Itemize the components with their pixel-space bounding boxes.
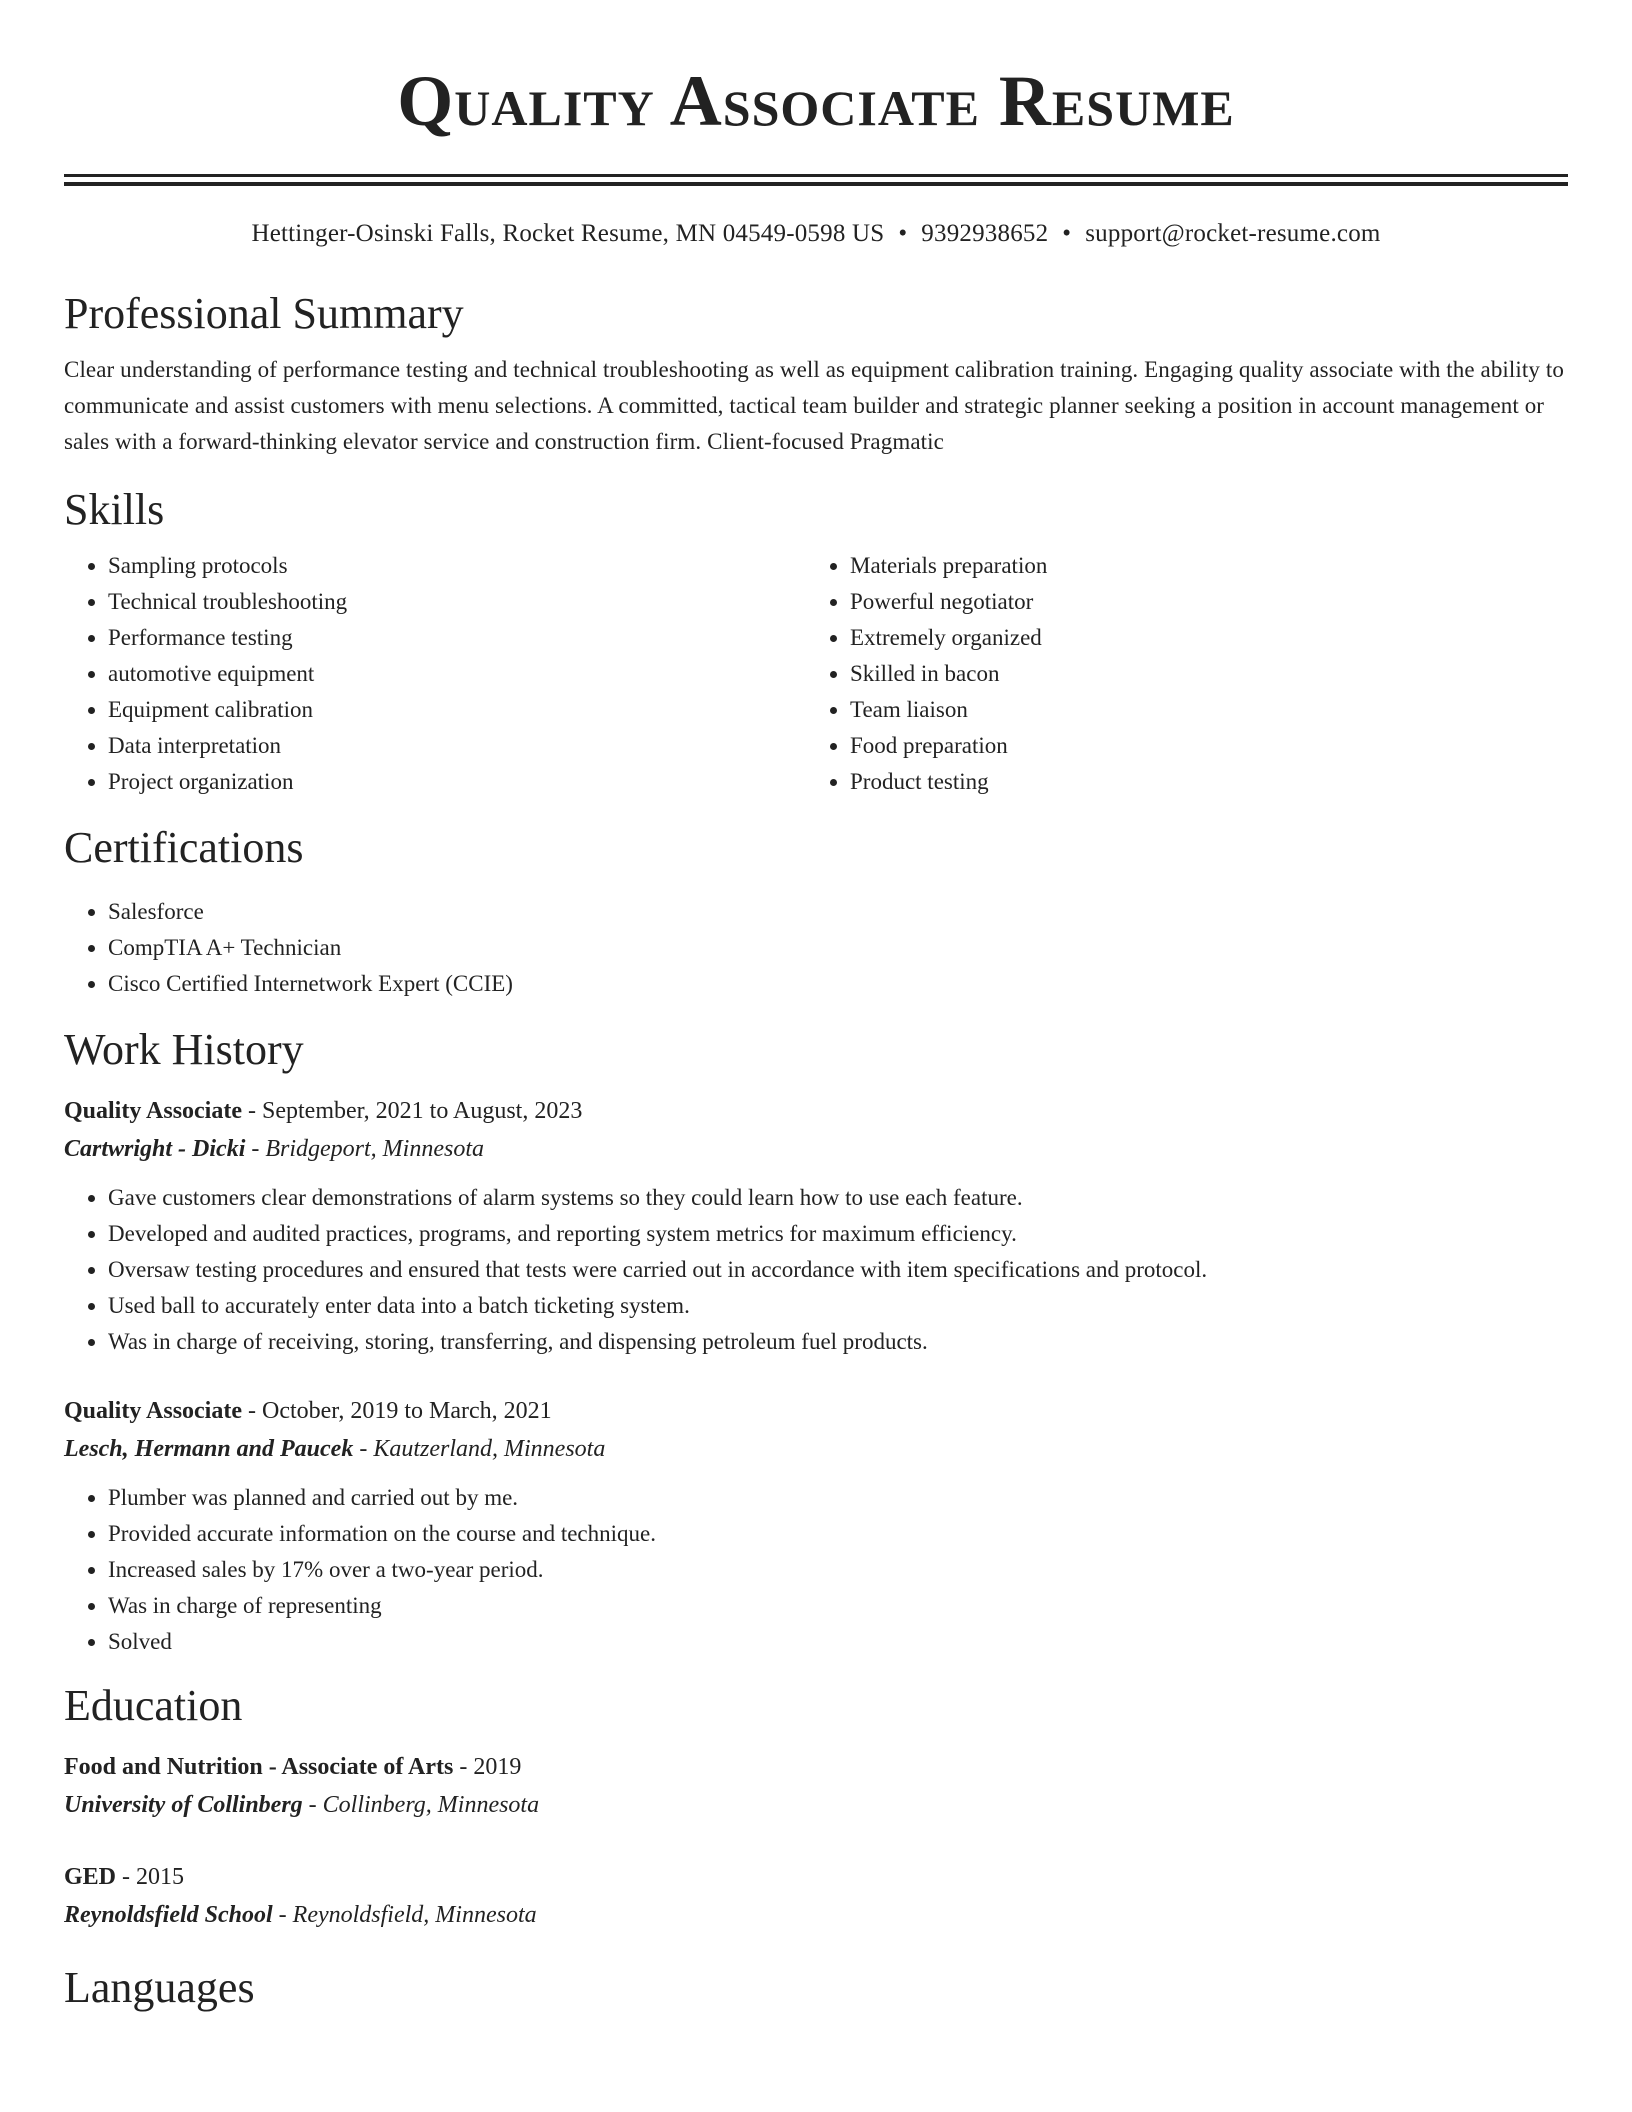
job-bullet-list: [64, 1480, 1568, 1660]
education-header: [64, 1858, 1568, 1896]
contact-separator: •: [1062, 220, 1072, 247]
education-location: - Collinberg, Minnesota: [302, 1792, 540, 1818]
job-bullet-list: [64, 1180, 1568, 1360]
education-year: - 2019: [453, 1754, 522, 1780]
skill-item: • Product testing: [850, 764, 1548, 800]
job-bullet: • Used ball to accurately enter data into a batch ticketing system.: [108, 1288, 1568, 1324]
job-bullet: • Gave customers clear demonstrations of alarm systems so they could learn how to use each feature.: [108, 1180, 1568, 1216]
contact-phone: 9392938652: [921, 220, 1049, 247]
education-school-line: [64, 1896, 1568, 1934]
skill-item: • Extremely organized: [850, 620, 1548, 656]
skill-item: • Technical troubleshooting: [108, 584, 806, 620]
education-location: - Reynoldsfield, Minnesota: [272, 1902, 537, 1928]
section-heading-summary: Professional Summary: [64, 289, 464, 338]
job-role: Quality Associate: [64, 1398, 242, 1424]
section-heading-skills: Skills: [64, 485, 165, 534]
job-location: - Bridgeport, Minnesota: [245, 1136, 484, 1162]
contact-line: [64, 218, 1568, 250]
job-header: [64, 1392, 1568, 1430]
education-school: University of Collinberg: [64, 1792, 303, 1818]
skills-column-right: [806, 548, 1548, 800]
skill-item: • Materials preparation: [850, 548, 1548, 584]
certification-item: • Cisco Certified Internetwork Expert (CCIE): [108, 966, 1568, 1002]
contact-address: Hettinger-Osinski Falls, Rocket Resume, MN 04549-0598 US: [251, 220, 885, 247]
education-school: Reynoldsfield School: [64, 1902, 273, 1928]
skill-item: • Team liaison: [850, 692, 1548, 728]
summary-text: Clear understanding of performance testing and technical troubleshooting as well as equipment calibration training. Engaging quality associate with the ability to communicate and assist customers with menu selections. A committed, tactical team builder and strategic planner seeking a position in account management or sales with a forward-thinking elevator service and construction firm. Client-focused Pragmatic: [64, 357, 1564, 454]
skill-item: • Food preparation: [850, 728, 1548, 764]
title-double-rule: [64, 174, 1568, 186]
job-company: Lesch, Hermann and Paucek: [64, 1436, 354, 1462]
certification-item: • CompTIA A+ Technician: [108, 930, 1568, 966]
job-employer-line: [64, 1130, 1568, 1168]
skill-item: • Project organization: [108, 764, 806, 800]
job-employer-line: [64, 1430, 1568, 1468]
section-heading-work-history: Work History: [64, 1025, 304, 1074]
section-heading-certifications: Certifications: [64, 823, 304, 872]
education-header: [64, 1748, 1568, 1786]
page-title: Quality Associate Resume: [397, 61, 1235, 141]
job-header: [64, 1092, 1568, 1130]
job-dates: - October, 2019 to March, 2021: [242, 1398, 552, 1424]
skill-item: • Sampling protocols: [108, 548, 806, 584]
job-role: Quality Associate: [64, 1098, 242, 1124]
contact-separator: •: [898, 220, 908, 247]
education-school-line: [64, 1786, 1568, 1824]
certifications-list: [64, 894, 1568, 1002]
job-company: Cartwright - Dicki: [64, 1136, 246, 1162]
job-bullet: • Provided accurate information on the course and technique.: [108, 1516, 1568, 1552]
job-bullet: • Was in charge of representing: [108, 1588, 1568, 1624]
job-entry: [64, 1392, 1568, 1660]
skill-item: • automotive equipment: [108, 656, 806, 692]
job-location: - Kautzerland, Minnesota: [353, 1436, 606, 1462]
job-bullet: • Developed and audited practices, programs, and reporting system metrics for maximum efficiency.: [108, 1216, 1568, 1252]
contact-email: support@rocket-resume.com: [1085, 220, 1381, 247]
job-entry: [64, 1092, 1568, 1360]
certification-item: • Salesforce: [108, 894, 1568, 930]
section-heading-languages: Languages: [64, 1963, 255, 2012]
skill-item: • Equipment calibration: [108, 692, 806, 728]
job-bullet: • Was in charge of receiving, storing, transferring, and dispensing petroleum fuel products.: [108, 1324, 1568, 1360]
skill-item: • Powerful negotiator: [850, 584, 1548, 620]
job-dates: - September, 2021 to August, 2023: [242, 1098, 583, 1124]
skill-item: • Data interpretation: [108, 728, 806, 764]
job-bullet: • Plumber was planned and carried out by me.: [108, 1480, 1568, 1516]
section-heading-education: Education: [64, 1681, 243, 1730]
skill-item: • Skilled in bacon: [850, 656, 1548, 692]
job-bullet: • Oversaw testing procedures and ensured that tests were carried out in accordance with item specifications and protocol.: [108, 1252, 1568, 1288]
job-bullet: • Solved: [108, 1624, 1568, 1660]
education-year: - 2015: [116, 1864, 185, 1890]
skills-column-left: [64, 548, 806, 800]
education-entry: [64, 1748, 1568, 1824]
education-entry: [64, 1858, 1568, 1934]
job-bullet: • Increased sales by 17% over a two-year period.: [108, 1552, 1568, 1588]
education-degree: GED: [64, 1864, 117, 1890]
education-degree: Food and Nutrition - Associate of Arts: [64, 1754, 454, 1780]
skill-item: • Performance testing: [108, 620, 806, 656]
skills-grid: [64, 548, 1568, 800]
